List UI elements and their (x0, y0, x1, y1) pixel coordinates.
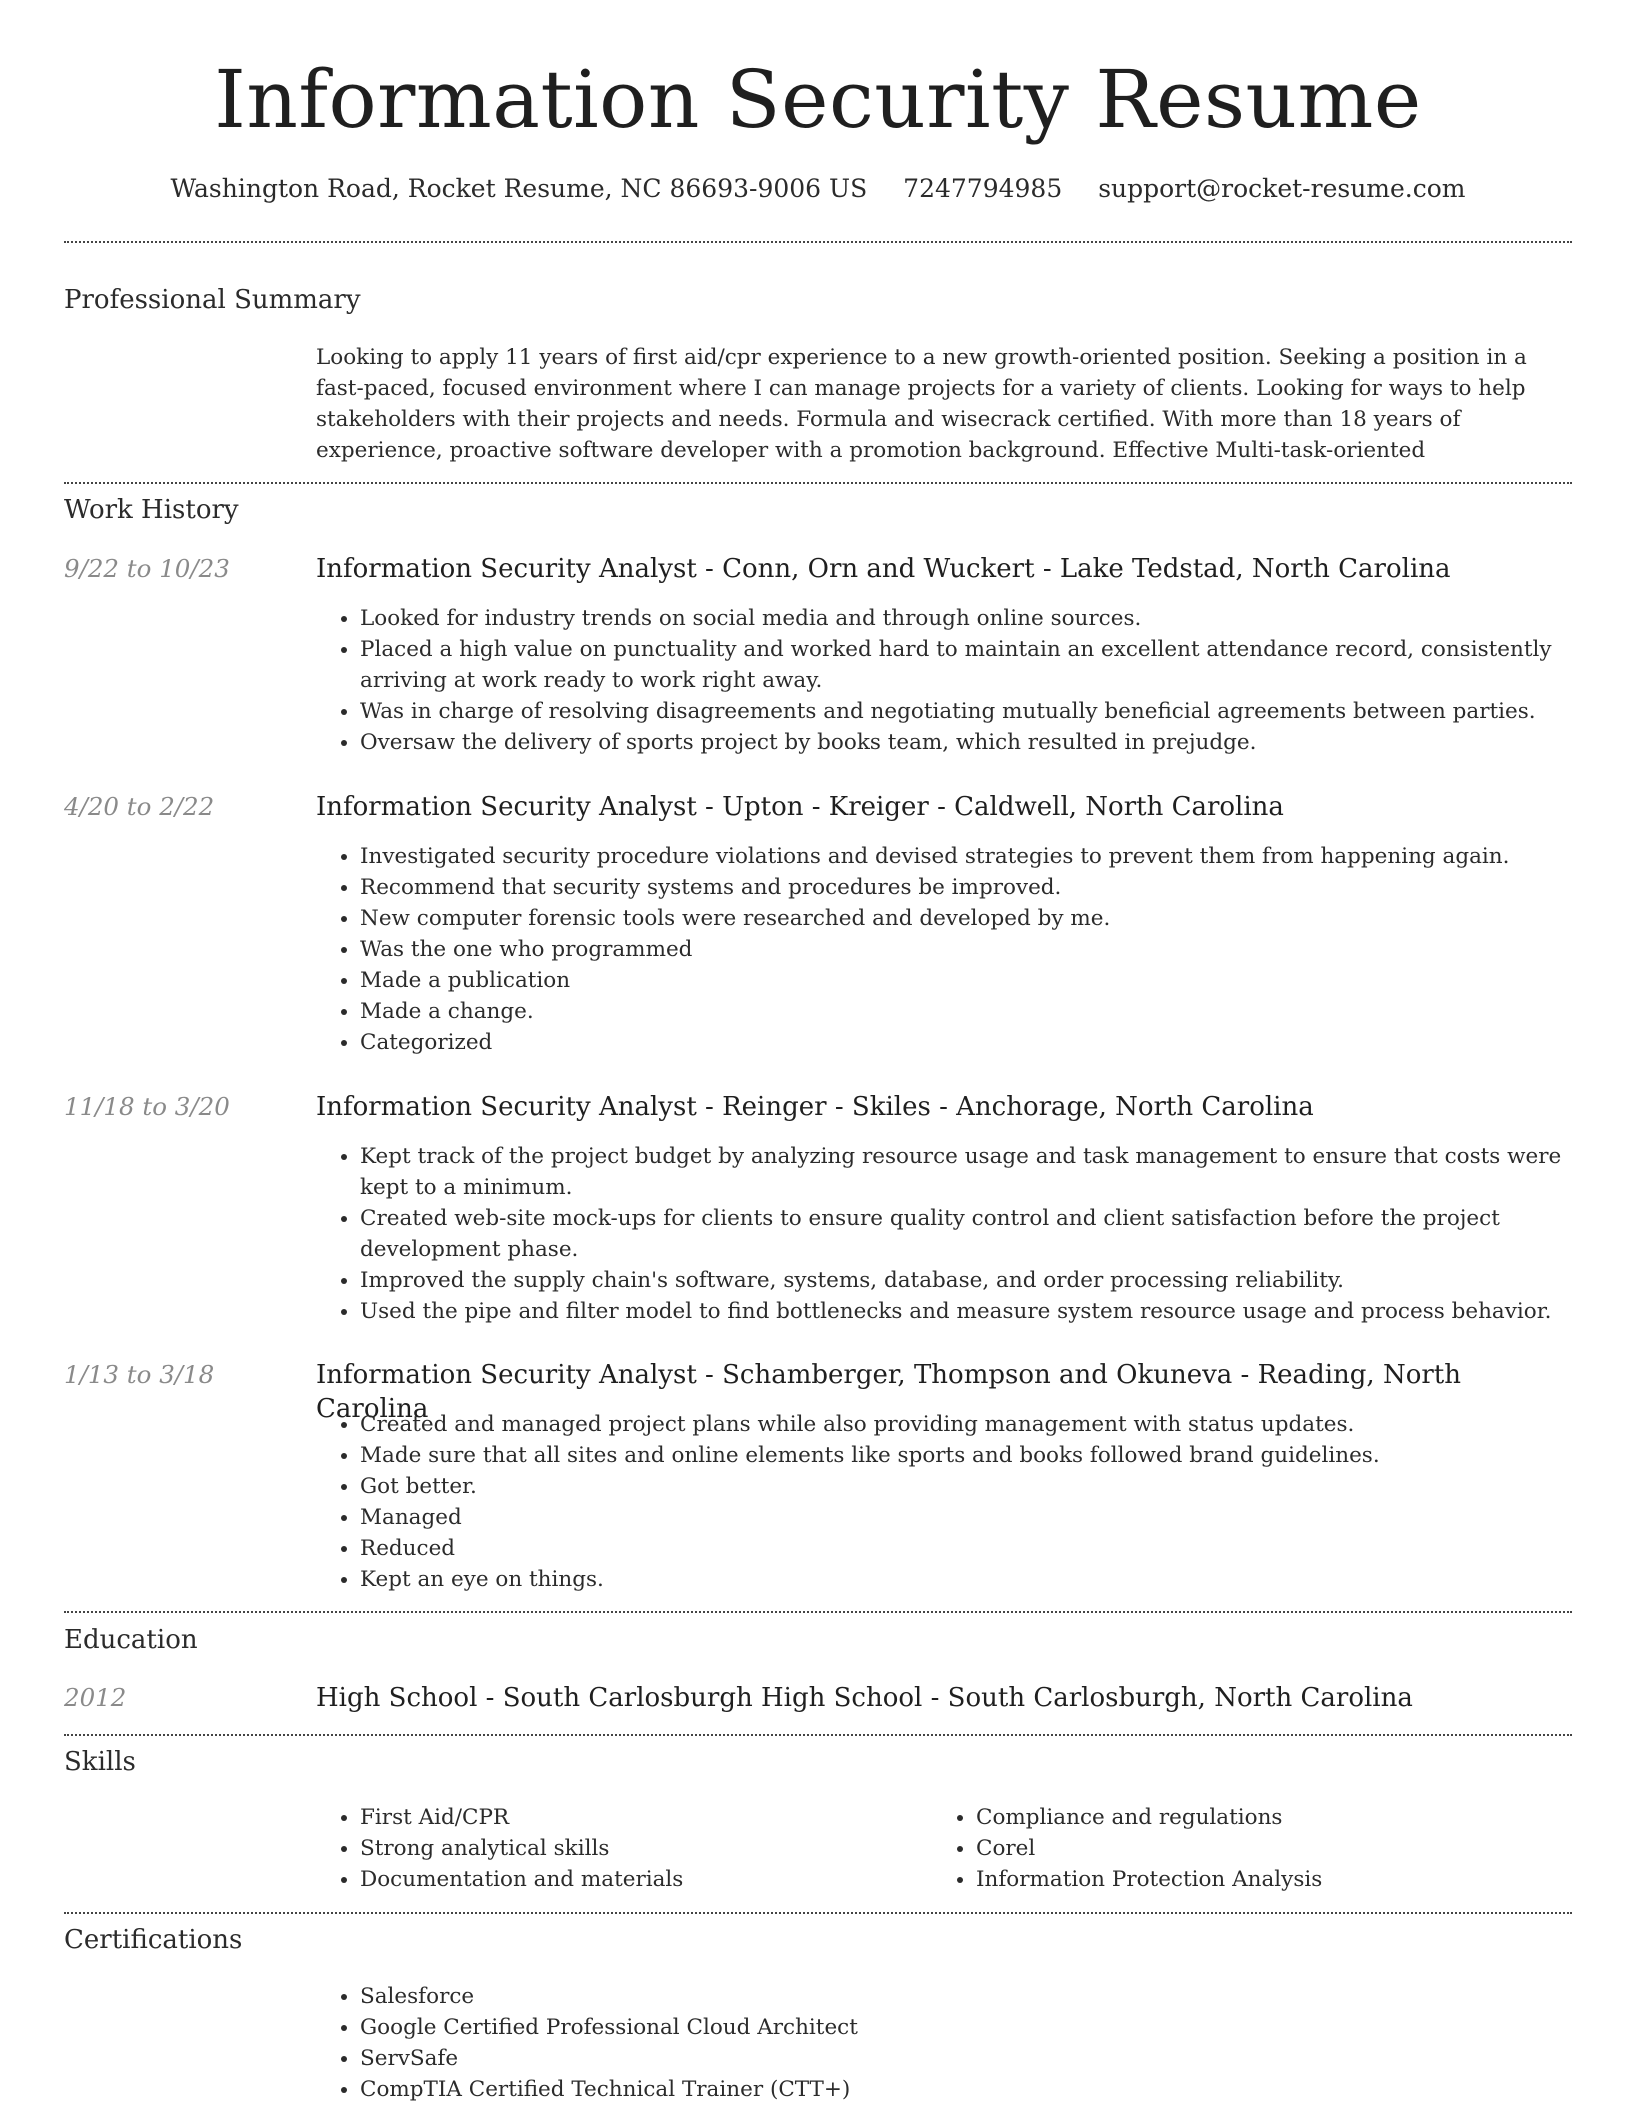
job-title: Information Security Analyst - Conn, Orn and Wuckert - Lake Tedstad, North Carolina (316, 554, 1451, 584)
section-title-summary: Professional Summary (64, 285, 361, 315)
divider (64, 482, 1572, 484)
list-item: • Managed (360, 1502, 1572, 1533)
certifications-list (316, 1981, 1572, 2105)
resume-title: Information Security Resume (214, 53, 1422, 146)
section-title-certifications: Certifications (64, 1925, 243, 1955)
list-item: • Improved the supply chain's software, systems, database, and order processing reliability. (360, 1265, 1572, 1296)
job-bullets (316, 1141, 1572, 1327)
list-item: • Looked for industry trends on social media and through online sources. (360, 603, 1572, 634)
divider (64, 1912, 1572, 1914)
list-item: • Categorized (360, 1027, 1572, 1058)
job-dates: 11/18 to 3/20 (64, 1092, 230, 1121)
contact-phone: 7247794985 (903, 174, 1063, 203)
list-item: • Documentation and materials (360, 1864, 916, 1895)
list-item: • Kept an eye on things. (360, 1564, 1572, 1595)
list-item: • Reduced (360, 1533, 1572, 1564)
list-item: • Corel (976, 1833, 1532, 1864)
skills-list-right (932, 1802, 1532, 1895)
list-item: • Created and managed project plans while also providing management with status updates. (360, 1409, 1572, 1440)
section-title-skills: Skills (64, 1747, 136, 1777)
list-item: • Made sure that all sites and online elements like sports and books followed brand guidelines. (360, 1440, 1572, 1471)
job-bullets (316, 1409, 1572, 1595)
list-item: • Compliance and regulations (976, 1802, 1532, 1833)
list-item: • First Aid/CPR (360, 1802, 916, 1833)
list-item: • Strong analytical skills (360, 1833, 916, 1864)
job-dates: 1/13 to 3/18 (64, 1360, 215, 1389)
job-dates: 9/22 to 10/23 (64, 554, 230, 583)
list-item: • Placed a high value on punctuality and worked hard to maintain an excellent attendance record, consistently arriving at work ready to work right away. (360, 634, 1572, 696)
job-title: Information Security Analyst - Upton - Kreiger - Caldwell, North Carolina (316, 792, 1284, 822)
divider (64, 1734, 1572, 1736)
list-item: • Kept track of the project budget by analyzing resource usage and task management to ensure that costs were kept to a minimum. (360, 1141, 1572, 1203)
education-year: 2012 (64, 1683, 127, 1712)
list-item: • CompTIA Certified Technical Trainer (CTT+) (360, 2074, 1572, 2105)
skills-list-left (316, 1802, 916, 1895)
divider (64, 1611, 1572, 1613)
education-entry: High School - South Carlosburgh High School - South Carlosburgh, North Carolina (316, 1683, 1413, 1713)
divider (64, 241, 1572, 243)
list-item: • Information Protection Analysis (976, 1864, 1532, 1895)
job-title: Information Security Analyst - Reinger - Skiles - Anchorage, North Carolina (316, 1092, 1314, 1122)
summary-text: Looking to apply 11 years of first aid/cpr experience to a new growth-oriented position. Seeking a position in a fast-paced, focused environment where I can manage projects for a variety of clients. Looking for ways to help stakeholders with their projects and needs. Formula and wisecrack certified. With more than 18 years of experience, proactive software developer with a promotion background. Effective Multi-task-oriented (316, 345, 1527, 463)
list-item: • Oversaw the delivery of sports project by books team, which resulted in prejudge. (360, 727, 1572, 758)
contact-address: Washington Road, Rocket Resume, NC 86693-9006 US (170, 174, 868, 203)
job-title: Information Security Analyst - Schamberger, Thompson and Okuneva - Reading, North Carolina (316, 1360, 1461, 1424)
list-item: • Made a publication (360, 965, 1572, 996)
list-item: • Was in charge of resolving disagreements and negotiating mutually beneficial agreements between parties. (360, 696, 1572, 727)
section-title-work-history: Work History (64, 495, 239, 525)
list-item: • Made a change. (360, 996, 1572, 1027)
list-item: • Recommend that security systems and procedures be improved. (360, 872, 1572, 903)
job-dates: 4/20 to 2/22 (64, 792, 215, 821)
list-item: • Salesforce (360, 1981, 1572, 2012)
list-item: • Got better. (360, 1471, 1572, 1502)
list-item: • New computer forensic tools were researched and developed by me. (360, 903, 1572, 934)
contact-email: support@rocket-resume.com (1098, 174, 1466, 203)
job-bullets (316, 841, 1572, 1058)
section-title-education: Education (64, 1625, 198, 1655)
list-item: • Google Certified Professional Cloud Architect (360, 2012, 1572, 2043)
job-bullets (316, 603, 1572, 758)
list-item: • Used the pipe and filter model to find bottlenecks and measure system resource usage and process behavior. (360, 1296, 1572, 1327)
list-item: • Investigated security procedure violations and devised strategies to prevent them from happening again. (360, 841, 1572, 872)
list-item: • Created web-site mock-ups for clients to ensure quality control and client satisfaction before the project development phase. (360, 1203, 1572, 1265)
list-item: • Was the one who programmed (360, 934, 1572, 965)
list-item: • ServSafe (360, 2043, 1572, 2074)
contact-line (64, 172, 1572, 206)
